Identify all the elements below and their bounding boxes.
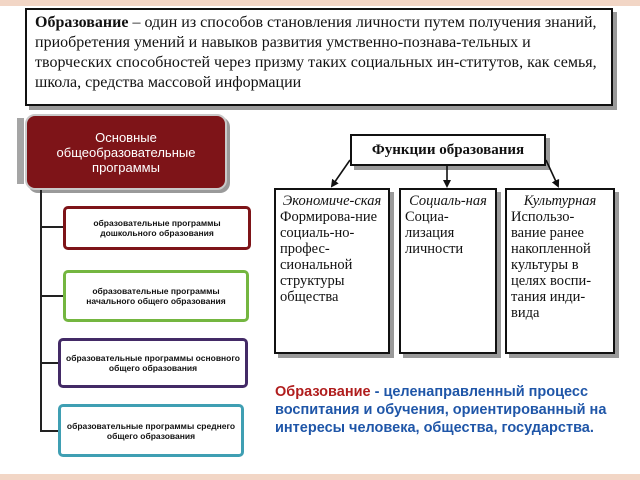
functions-title: Функции образования: [371, 141, 525, 158]
function-cultural: [505, 188, 615, 354]
program-item-label: образовательные программы дошкольного образования: [93, 218, 221, 238]
program-item-secondary: [58, 404, 244, 457]
arrow-to-cultural: [546, 160, 558, 186]
definition-text: – один из способов становления личности путем получения знаний, приобретения умений и навыков развития умственно-познава-тельных и творческих способностей через призму таких социальных ин-ститутов, как семья, школа, средства массовой информации: [35, 14, 597, 91]
function-cultural-body: Использо-вание ранее накопленной культуры в целях воспи-тания инди-вида: [511, 209, 592, 321]
program-item-label: образовательные программы среднего общего образования: [66, 420, 236, 441]
decorative-left-bar: [17, 118, 24, 184]
function-social: [399, 188, 497, 354]
program-item-preschool: [63, 206, 251, 250]
definition-term: Образование: [35, 14, 129, 31]
function-social-body: Социа-лизация личности: [405, 209, 464, 257]
bottom-definition-text: - целенаправленный процесс воспитания и обучения, ориентированный на интересы человека, общества, государства.: [275, 384, 607, 436]
tree-branch-line-1: [40, 226, 63, 228]
arrow-to-economic: [332, 160, 350, 186]
bottom-definition: [275, 383, 620, 437]
function-economic-head: Экономиче-ская: [282, 193, 382, 209]
definition-box: [25, 8, 613, 106]
program-item-label: образовательные программы основного общего образования: [66, 353, 240, 373]
tree-branch-line-3: [40, 362, 58, 364]
main-programs-box: [25, 114, 227, 190]
program-item-basic: [58, 338, 248, 388]
main-programs-title: Основные общеобразовательные программы: [56, 129, 196, 175]
function-economic-body: Формирова-ние социаль-но-профес-сиональной структуры общества: [280, 209, 378, 305]
program-item-label: образовательные программы начального общего образования: [86, 286, 226, 306]
functions-title-box: [350, 134, 546, 166]
tree-branch-line-4: [40, 430, 58, 432]
tree-branch-line-2: [40, 295, 63, 297]
function-cultural-head: Культурная: [523, 193, 597, 209]
top-band: [0, 0, 640, 6]
function-social-head: Социаль-ная: [409, 193, 487, 209]
bottom-band: [0, 474, 640, 480]
bottom-definition-term: Образование: [275, 384, 371, 400]
function-economic: [274, 188, 390, 354]
program-item-primary: [63, 270, 249, 322]
